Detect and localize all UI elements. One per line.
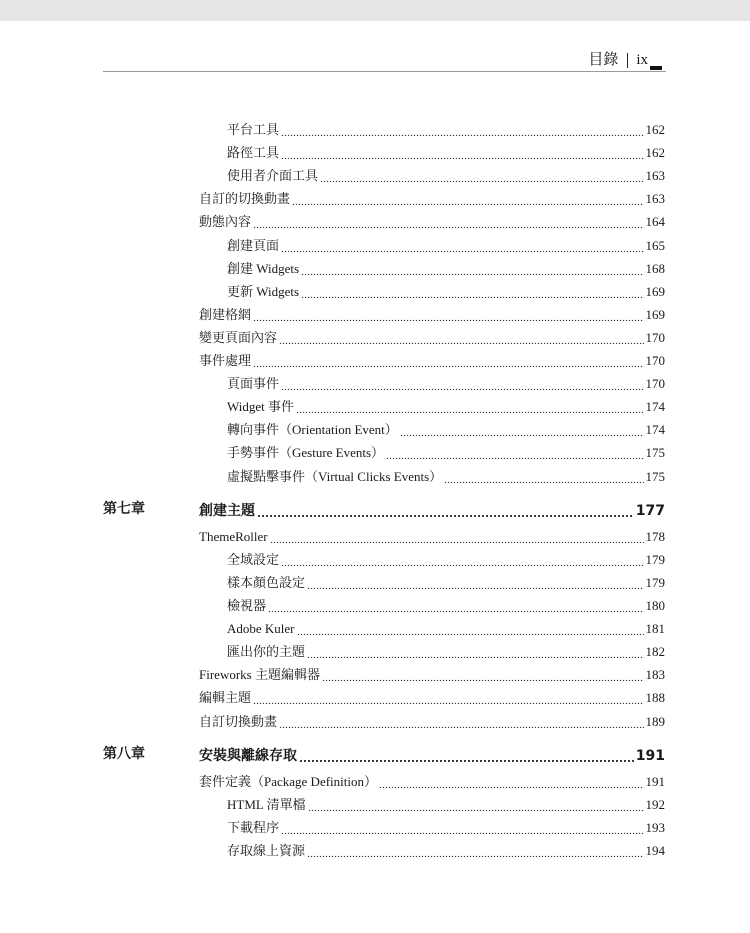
subsection-title: 全域設定: [227, 551, 280, 567]
subsection-title: 轉向事件（Orientation Event）: [227, 422, 398, 438]
dot-leader: [386, 445, 643, 459]
subsection-page-number: 180: [645, 598, 665, 613]
subsection-entry[interactable]: [227, 617, 665, 637]
section-title: Fireworks 主題編輯器: [199, 667, 320, 683]
section-title: 自訂的切換動畫: [199, 191, 291, 207]
subsection-page-number: 168: [645, 260, 665, 276]
subsection-entry[interactable]: [227, 640, 665, 660]
section-title: ThemeRoller: [199, 528, 268, 544]
dot-leader: [281, 376, 643, 390]
subsection-page-number: 194: [645, 843, 665, 858]
subsection-entry[interactable]: [227, 372, 665, 392]
subsection-page-number: 169: [645, 283, 665, 299]
chapter-page-number: 177: [635, 502, 665, 519]
section-title: 事件處理: [199, 353, 252, 368]
dot-leader: [307, 843, 643, 857]
subsection-title: 下載程序: [227, 819, 280, 835]
subsection-page-number: 162: [645, 145, 665, 161]
subsection-page-number: 174: [645, 399, 665, 415]
subsection-title: 更新 Widgets: [227, 283, 300, 299]
dot-leader: [307, 575, 643, 589]
section-title: 編輯主題: [199, 690, 252, 706]
subsection-title: 存取線上資源: [227, 843, 306, 858]
chapter-entry[interactable]: [199, 499, 665, 519]
dot-leader: [279, 714, 643, 728]
dot-leader: [322, 667, 644, 681]
dot-leader: [296, 399, 644, 413]
subsection-page-number: 179: [645, 574, 665, 590]
subsection-title: 平台工具: [227, 122, 280, 137]
subsection-entry[interactable]: [227, 571, 665, 591]
dot-leader: [379, 774, 644, 788]
section-page-number: 178: [645, 528, 665, 544]
section-page-number: 170: [645, 353, 665, 368]
subsection-entry[interactable]: [227, 465, 665, 485]
section-page-number: 189: [645, 713, 665, 729]
section-title: 自訂切換動畫: [199, 713, 278, 729]
section-entry[interactable]: [199, 770, 665, 790]
dot-leader: [292, 191, 643, 205]
dot-leader: [253, 353, 643, 367]
dot-leader: [301, 261, 643, 275]
section-entry[interactable]: [199, 525, 665, 545]
dot-leader: [307, 644, 643, 658]
subsection-title: 創建頁面: [227, 237, 280, 253]
section-title: 套件定義（Package Definition）: [199, 773, 377, 789]
subsection-entry[interactable]: [227, 816, 665, 836]
subsection-entry[interactable]: [227, 118, 665, 138]
section-page-number: 169: [645, 306, 665, 322]
subsection-entry[interactable]: [227, 234, 665, 254]
subsection-entry[interactable]: [227, 594, 665, 614]
chapter-title: 安裝與離線存取: [199, 747, 297, 764]
dot-leader: [281, 122, 643, 136]
subsection-entry[interactable]: [227, 418, 665, 438]
subsection-page-number: 182: [645, 644, 665, 660]
subsection-entry[interactable]: [227, 839, 665, 859]
chapter-page-number: 191: [635, 747, 665, 764]
subsection-page-number: 174: [645, 422, 665, 438]
subsection-page-number: 175: [645, 468, 665, 484]
section-entry[interactable]: [199, 326, 665, 346]
subsection-title: 路徑工具: [227, 145, 280, 161]
subsection-title: 匯出你的主題: [227, 644, 306, 660]
section-entry[interactable]: [199, 210, 665, 230]
subsection-page-number: 163: [645, 168, 665, 184]
subsection-page-number: 181: [645, 621, 665, 637]
section-entry[interactable]: [199, 303, 665, 323]
dot-leader: [400, 422, 644, 436]
dot-leader: [270, 529, 644, 543]
subsection-page-number: 179: [645, 551, 665, 567]
subsection-title: 檢視器: [227, 598, 267, 613]
dot-leader: [308, 797, 644, 811]
chapter-title: 創建主題: [199, 502, 255, 519]
subsection-title: 樣本顏色設定: [227, 574, 306, 590]
dot-leader: [281, 238, 643, 252]
section-page-number: 170: [645, 329, 665, 345]
chapter-label: 第八章: [103, 745, 145, 762]
dot-leader: [297, 621, 644, 635]
subsection-title: 使用者介面工具: [227, 168, 319, 184]
dot-leader: [281, 145, 643, 159]
subsection-page-number: 175: [645, 445, 665, 461]
dot-leader: [268, 598, 643, 612]
section-title: 創建格網: [199, 306, 252, 322]
dot-leader: [253, 214, 643, 228]
dot-leader: [257, 503, 634, 517]
subsection-entry[interactable]: [227, 280, 665, 300]
subsection-title: Adobe Kuler: [227, 621, 295, 637]
section-page-number: 183: [645, 667, 665, 683]
section-entry[interactable]: [199, 663, 665, 683]
subsection-entry[interactable]: [227, 164, 665, 184]
chapter-label: 第七章: [103, 500, 145, 517]
subsection-title: HTML 清單檔: [227, 796, 306, 812]
section-page-number: 164: [645, 214, 665, 230]
subsection-entry[interactable]: [227, 793, 665, 813]
subsection-title: 創建 Widgets: [227, 260, 300, 276]
header-page-number: ix: [636, 52, 648, 68]
header-title: 目錄: [588, 52, 619, 68]
dot-leader: [281, 552, 643, 566]
dot-leader: [253, 307, 643, 321]
subsection-page-number: 170: [645, 376, 665, 392]
section-page-number: 188: [645, 690, 665, 706]
section-entry[interactable]: [199, 187, 665, 207]
section-entry[interactable]: [199, 686, 665, 706]
subsection-page-number: 193: [645, 819, 665, 835]
section-entry[interactable]: [199, 349, 665, 369]
subsection-page-number: 165: [645, 237, 665, 253]
subsection-entry[interactable]: [227, 548, 665, 568]
subsection-page-number: 192: [645, 796, 665, 812]
subsection-title: 手勢事件（Gesture Events）: [227, 445, 385, 461]
subsection-title: 虛擬點擊事件（Virtual Clicks Events）: [227, 468, 443, 484]
subsection-title: 頁面事件: [227, 376, 280, 392]
section-page-number: 163: [645, 191, 665, 207]
dot-leader: [279, 330, 643, 344]
section-title: 動態內容: [199, 214, 252, 230]
subsection-entry[interactable]: [227, 441, 665, 461]
dot-leader: [320, 168, 643, 182]
dot-leader: [299, 748, 634, 762]
dot-leader: [444, 469, 643, 483]
section-entry[interactable]: [199, 710, 665, 730]
dot-leader: [281, 820, 643, 834]
subsection-entry[interactable]: [227, 257, 665, 277]
subsection-title: Widget 事件: [227, 399, 294, 415]
section-title: 變更頁面內容: [199, 329, 278, 345]
dot-leader: [301, 284, 643, 298]
dot-leader: [253, 690, 643, 704]
chapter-entry[interactable]: [199, 744, 665, 764]
subsection-entry[interactable]: [227, 395, 665, 415]
subsection-page-number: 162: [645, 122, 665, 137]
section-page-number: 191: [645, 773, 665, 789]
subsection-entry[interactable]: [227, 141, 665, 161]
